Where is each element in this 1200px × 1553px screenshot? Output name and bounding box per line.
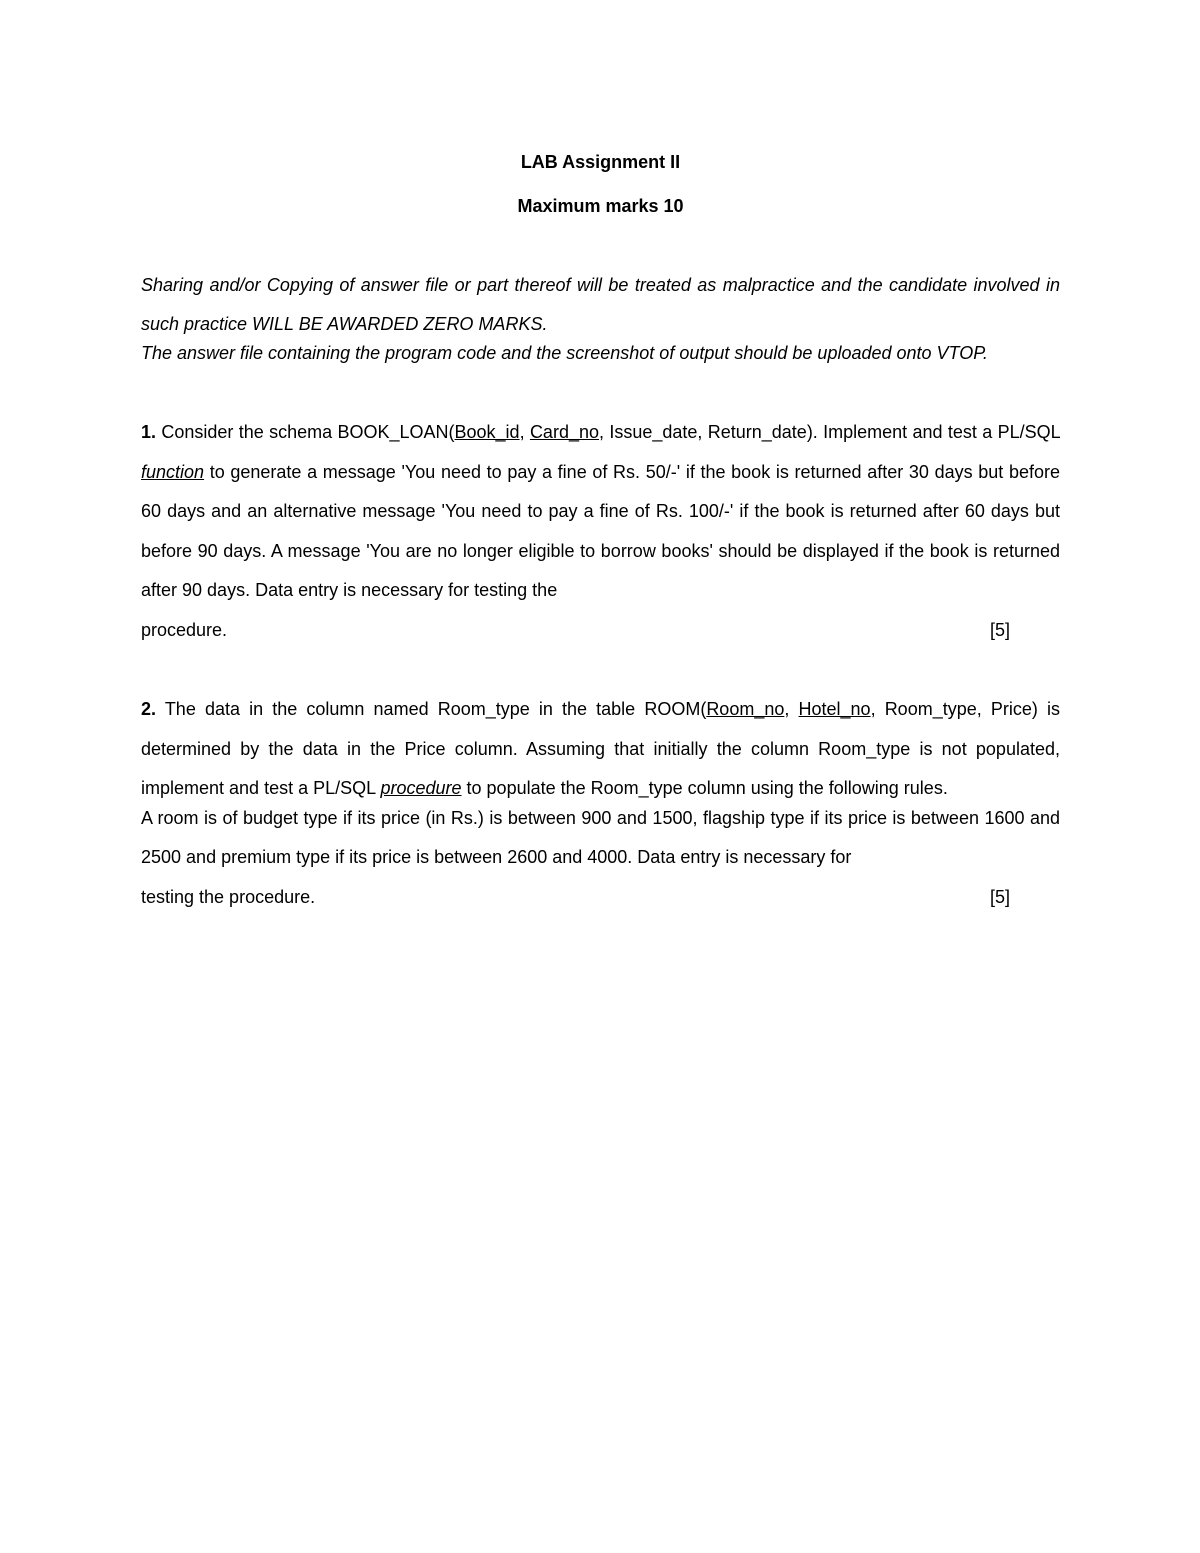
key-hotel-no: Hotel_no	[798, 699, 871, 719]
question-2	[141, 690, 1060, 917]
question-2-part: The data in the column named Room_type in the table ROOM(	[156, 699, 707, 719]
key-room-no: Room_no	[706, 699, 785, 719]
question-1-text	[141, 413, 1060, 611]
question-1-part: Consider the schema BOOK_LOAN(	[156, 422, 455, 442]
notice-malpractice: Sharing and/or Copying of answer file or part thereof will be treated as malpractice and the candidate involved in such practice WILL BE AWARDED ZERO MARKS.	[141, 275, 1060, 334]
question-1-number: 1.	[141, 422, 157, 442]
key-book-id: Book_id	[454, 422, 520, 442]
keyword-procedure: procedure	[380, 778, 462, 798]
page-title: LAB Assignment II	[520, 152, 681, 172]
question-2-part: to populate the Room_type column using the following rules.	[461, 778, 948, 798]
question-2-number: 2.	[141, 699, 157, 719]
question-2-text	[141, 690, 1060, 809]
question-1-part: ,	[519, 422, 530, 442]
question-1-part: , Issue_date, Return_date). Implement and test a PL/SQL	[598, 422, 1060, 442]
question-2-marks: [5]	[989, 886, 1010, 907]
keyword-function: function	[141, 461, 205, 482]
question-1-last: procedure.	[141, 619, 228, 640]
plagiarism-notice	[141, 266, 1060, 373]
notice-upload: The answer file containing the program code and the screenshot of output should be uploaded onto VTOP.	[141, 343, 988, 363]
key-card-no: Card_no	[529, 422, 599, 442]
question-2-lastline	[141, 878, 1060, 918]
question-1	[141, 413, 1060, 650]
question-1-lastline	[141, 611, 1060, 651]
question-2-last: testing the procedure.	[141, 886, 316, 907]
question-1-part: to generate a message 'You need to pay a fine of Rs. 50/-' if the book is returned after 30 days but before 60 days and an alternative message 'You need to pay a fine of Rs. 100/-' if the book is returned after 60 days but before 90 days. A message 'You are no longer eligible to borrow books' should be displayed if the book is returned after 90 days. Data entry is necessary for testing the	[141, 461, 1060, 600]
question-1-marks: [5]	[989, 619, 1010, 640]
question-2-part: , Room_type, Price) is determined by the data in the Price column. Assuming that initially the column Room_type is not populated, implement and test a PL/SQL	[141, 699, 1060, 798]
document-body	[141, 150, 1060, 917]
question-2-rules: A room is of budget type if its price (in Rs.) is between 900 and 1500, flagship type if its price is between 1600 and 2500 and premium type if its price is between 2600 and 4000. Data entry is necessary for	[141, 807, 1060, 867]
page-subtitle: Maximum marks 10	[517, 196, 684, 216]
question-2-part: ,	[784, 699, 799, 719]
